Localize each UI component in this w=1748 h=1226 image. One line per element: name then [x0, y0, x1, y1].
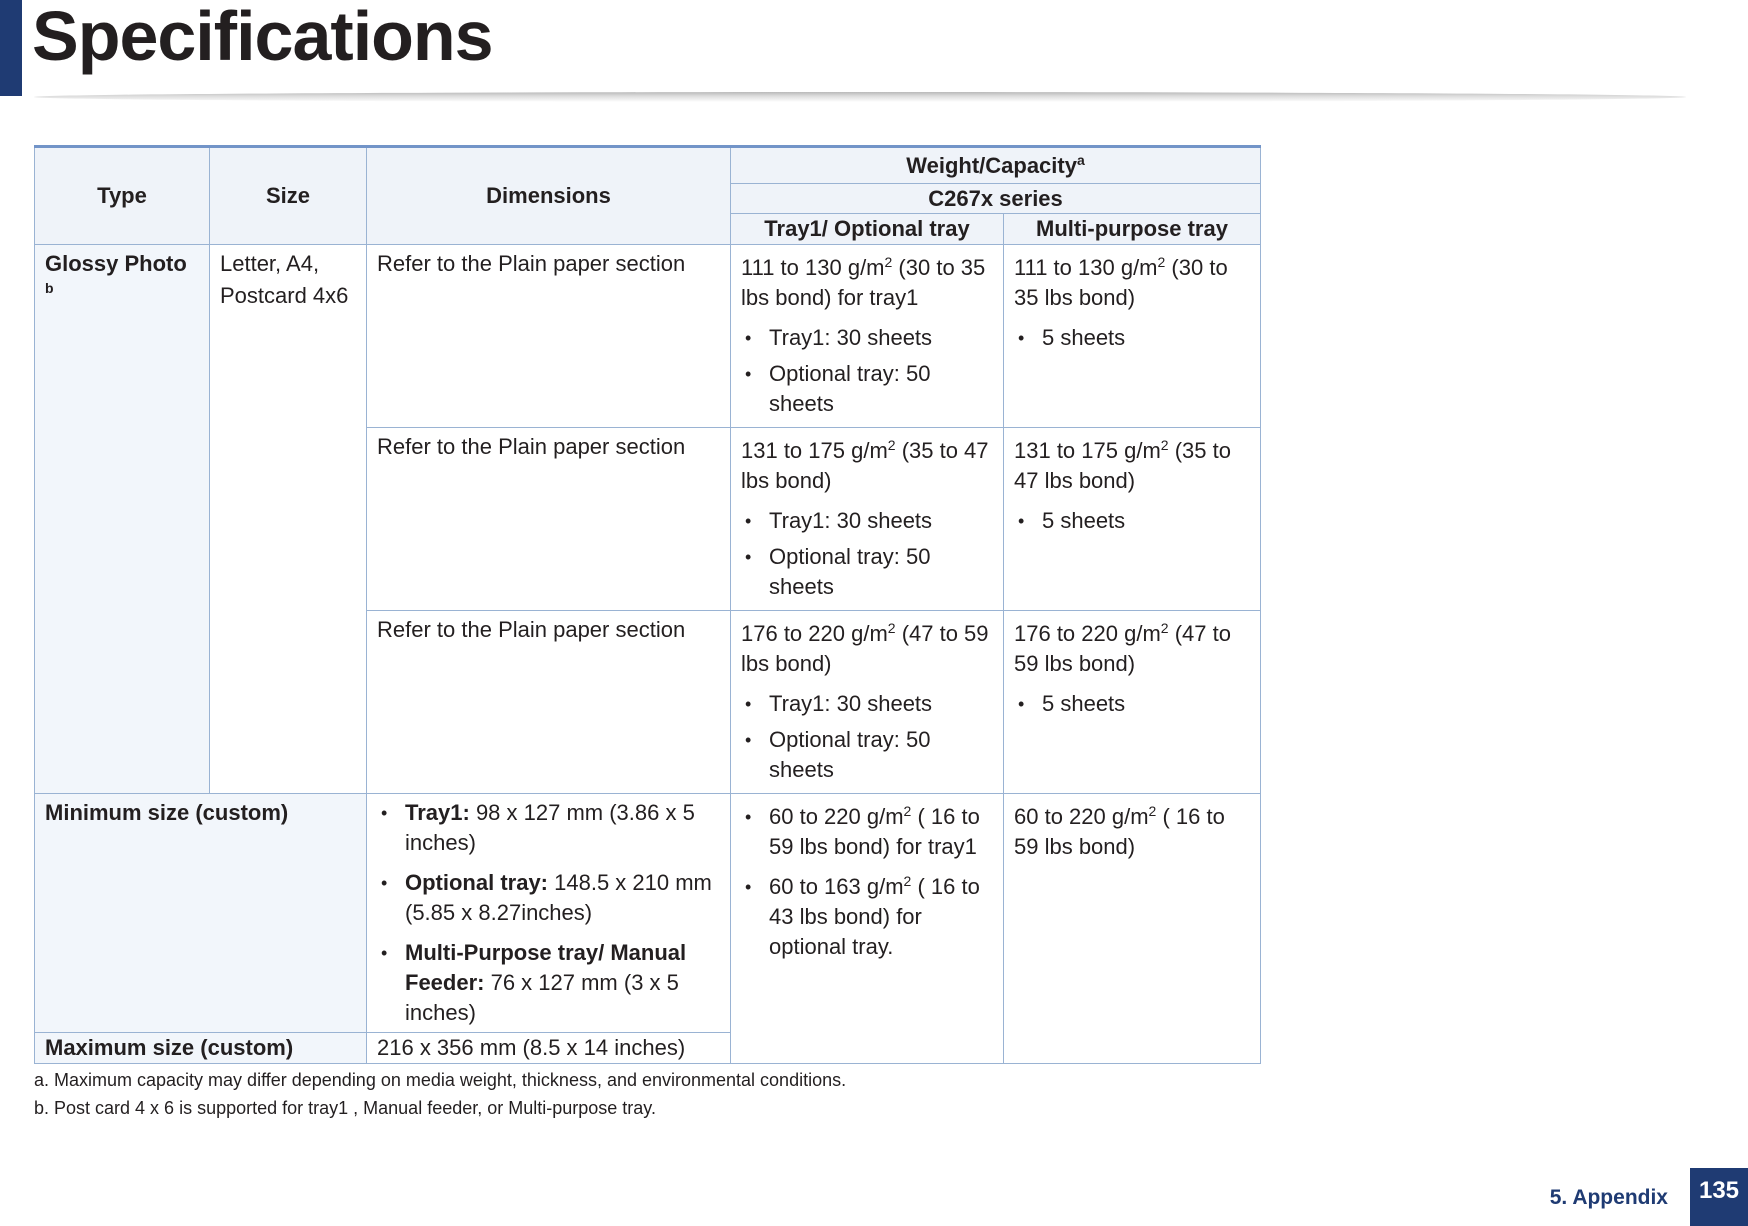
custom-size-tray1-capacity [731, 794, 1004, 1064]
footnote-ref-a: a [1076, 151, 1085, 168]
footnote-a: a. Maximum capacity may differ depending on media weight, thickness, and environmental conditions. [34, 1070, 847, 1090]
list-item: • 60 to 163 $g/m^2$ ( 16 to 43 lbs bond) for optional tray. [741, 872, 993, 962]
specifications-table [34, 145, 1261, 1064]
dimensions-cell: Refer to the Plain paper section [367, 611, 731, 794]
mp-tray-capacity-cell: 176 to 220 $g/m^2$ (47 to 59 lbs bond) • 5 sheets [1004, 611, 1261, 794]
page-number: 135 [1690, 1168, 1748, 1226]
list-item: • Tray1: 30 sheets [741, 689, 993, 719]
list-item: • Tray1: 30 sheets [741, 506, 993, 536]
list-item: • Tray1: 30 sheets [741, 323, 993, 353]
tray1-capacity-cell: 111 to 130 $g/m^2$ (30 to 35 lbs bond) for tray1 • Tray1: 30 sheets • Optional tray: 50 sheets [731, 245, 1004, 428]
table-row [35, 245, 1261, 428]
footnote-b: b. Post card 4 x 6 is supported for tray1 , Manual feeder, or Multi-purpose tray. [34, 1098, 656, 1118]
header-dimensions: Dimensions [367, 147, 731, 245]
glossy-photo-type: Glossy Photo $^b$ [35, 245, 210, 794]
mp-tray-capacity-cell: 111 to 130 $g/m^2$ (30 to 35 lbs bond) • 5 sheets [1004, 245, 1261, 428]
glossy-photo-size: Letter, A4, Postcard 4x6 [210, 245, 367, 794]
title-divider [34, 92, 1686, 102]
header-tray1: Tray1/ Optional tray [731, 214, 1004, 245]
list-item: • Optional tray: 148.5 x 210 mm (5.85 x 8.27inches) [377, 868, 720, 928]
dimensions-cell: Refer to the Plain paper section [367, 428, 731, 611]
list-item: • Optional tray: 50 sheets [741, 359, 993, 419]
tray1-capacity-cell: 176 to 220 $g/m^2$ (47 to 59 lbs bond) • Tray1: 30 sheets • Optional tray: 50 sheets [731, 611, 1004, 794]
maximum-size-dimensions: 216 x 356 mm (8.5 x 14 inches) [367, 1033, 731, 1064]
list-item: • Optional tray: 50 sheets [741, 542, 993, 602]
custom-size-mp-tray-capacity: 60 to 220 $g/m^2$ ( 16 to 59 lbs bond) [1004, 794, 1261, 1064]
dimensions-cell: Refer to the Plain paper section [367, 245, 731, 428]
page-title: Specifications [32, 0, 493, 75]
minimum-size-label: Minimum size (custom) [35, 794, 367, 1033]
header-type: Type [35, 147, 210, 245]
header-mp-tray: Multi-purpose tray [1004, 214, 1261, 245]
list-item: • 5 sheets [1014, 323, 1250, 353]
header-size: Size [210, 147, 367, 245]
footnote-ref-b: b [45, 280, 54, 296]
list-item: • Multi-Purpose tray/ Manual Feeder: 76 x 127 mm (3 x 5 inches) [377, 938, 720, 1028]
minimum-size-dimensions [367, 794, 731, 1033]
list-item: • 5 sheets [1014, 689, 1250, 719]
table-row [35, 794, 1261, 1033]
tray1-capacity-cell: 131 to 175 $g/m^2$ (35 to 47 lbs bond) • Tray1: 30 sheets • Optional tray: 50 sheets [731, 428, 1004, 611]
header-series: C267x series [731, 184, 1261, 214]
list-item: • 60 to 220 $g/m^2$ ( 16 to 59 lbs bond) for tray1 [741, 802, 993, 862]
header-weight-capacity: Weight/Capacity$^a$ [731, 147, 1261, 184]
section-label: 5. Appendix [1549, 1186, 1668, 1209]
list-item: • Optional tray: 50 sheets [741, 725, 993, 785]
list-item: • 5 sheets [1014, 506, 1250, 536]
title-accent-bar [0, 0, 22, 96]
list-item: • Tray1: 98 x 127 mm (3.86 x 5 inches) [377, 798, 720, 858]
maximum-size-label: Maximum size (custom) [35, 1033, 367, 1064]
mp-tray-capacity-cell: 131 to 175 $g/m^2$ (35 to 47 lbs bond) • 5 sheets [1004, 428, 1261, 611]
footnotes [34, 1066, 846, 1122]
